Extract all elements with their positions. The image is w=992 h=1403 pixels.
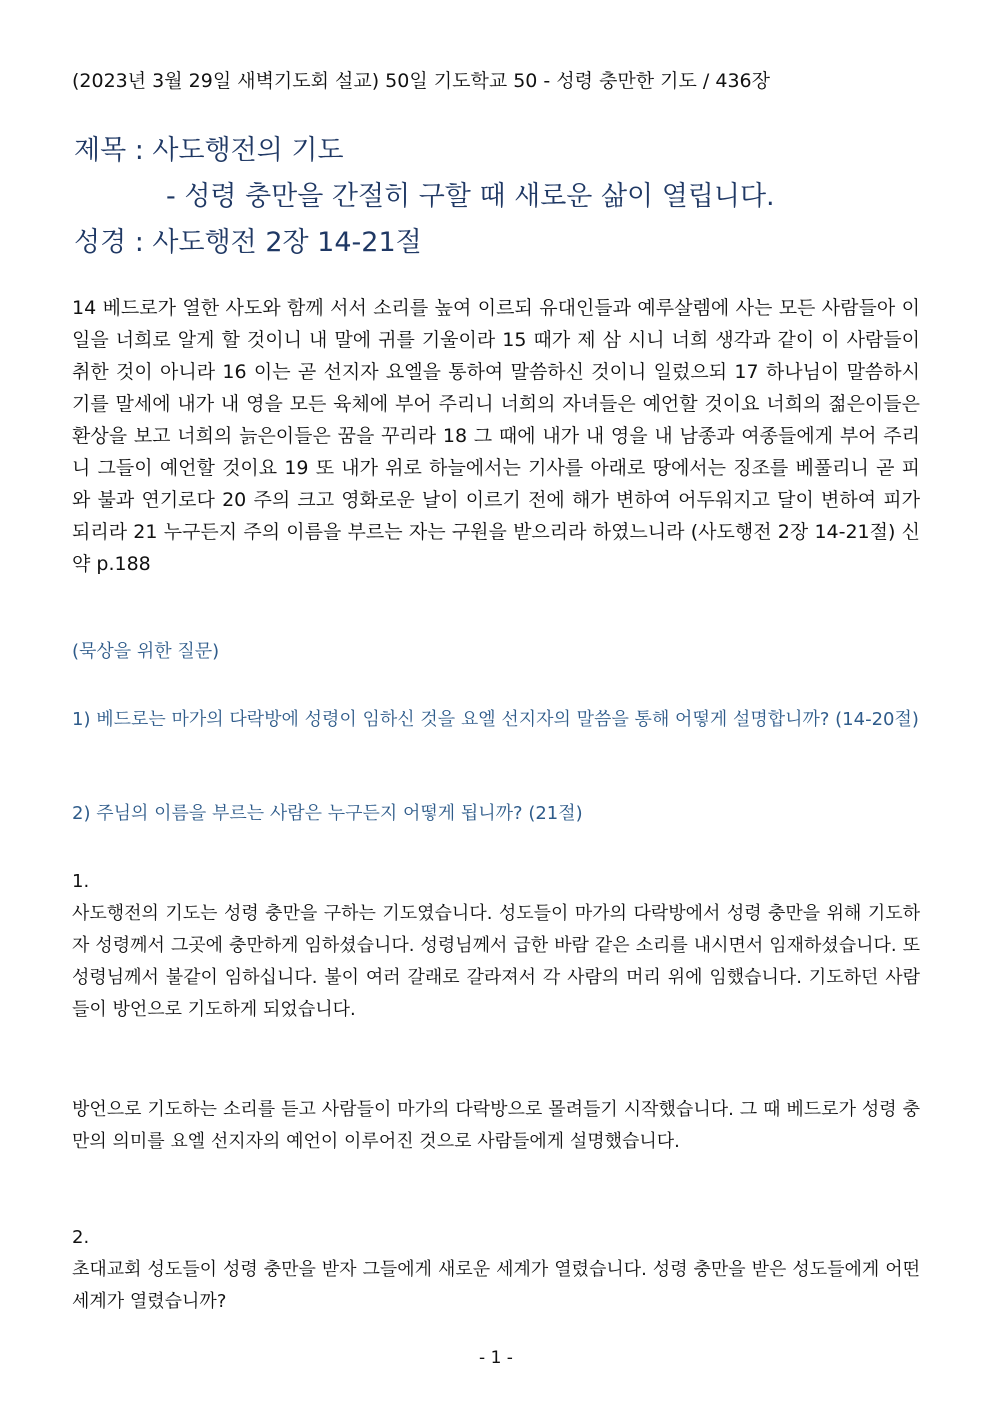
page-number: - 1 -: [479, 1348, 513, 1368]
section-1-number: 1.: [72, 871, 90, 892]
sermon-subtitle: - 성령 충만을 간절히 구할 때 새로운 삶이 열립니다.: [166, 181, 775, 212]
section-1-paragraph-2: 방언으로 기도하는 소리를 듣고 사람들이 마가의 다락방으로 몰려들기 시작했습니다. 그 때 베드로가 성령 충만의 의미를 요엘 선지자의 예언이 이루어진 것으로 사람들에게 설명했습니다.: [72, 1099, 920, 1152]
scripture-text: 14 베드로가 열한 사도와 함께 서서 소리를 높여 이르되 유대인들과 예루살렘에 사는 모든 사람들아 이 일을 너희로 알게 할 것이니 내 말에 귀를 기울이라 15 때가 제 삼 시니 너희 생각과 같이 이 사람들이 취한 것이 아니라 16 이는 곧 선지자 요엘을 통하여 말씀하신 것이니 일렀으되 17 하나님이 말씀하시기를 말세에 내가 내 영을 모든 육체에 부어 주리니 너희의 자녀들은 예언할 것이요 너희의 젊은이들은 환상을 보고 너희의 늙은이들은 꿈을 꾸리라 18 그 때에 내가 내 영을 내 남종과 여종들에게 부어 주리니 그들이 예언할 것이요 19 또 내가 위로 하늘에서는 기사를 아래로 땅에서는 징조를 베풀리니 곧 피와 불과 연기로다 20 주의 크고 영화로운 날이 이르기 전에 해가 변하여 어두워지고 달이 변하여 피가 되리라 21 누구든지 주의 이름을 부르는 자는 구원을 받으리라 하였느니라 (사도행전 2장 14-21절) 신약 p.188: [72, 297, 920, 575]
sermon-title: 제목 : 사도행전의 기도: [74, 135, 344, 166]
sermon-header: (2023년 3월 29일 새벽기도회 설교) 50일 기도학교 50 - 성령 충만한 기도 / 436장: [72, 70, 770, 92]
title-block: [74, 128, 775, 266]
section-2-number: 2.: [72, 1227, 90, 1248]
meditation-label: (묵상을 위한 질문): [72, 641, 220, 662]
meditation-question-2: 2) 주님의 이름을 부르는 사람은 누구든지 어떻게 됩니까? (21절): [72, 803, 583, 824]
meditation-question-1: 1) 베드로는 마가의 다락방에 성령이 임하신 것을 요엘 선지자의 말씀을 통해 어떻게 설명합니까? (14-20절): [72, 709, 919, 730]
scripture-reference: 성경 : 사도행전 2장 14-21절: [74, 227, 422, 258]
section-1-paragraph-1: 사도행전의 기도는 성령 충만을 구하는 기도였습니다. 성도들이 마가의 다락방에서 성령 충만을 위해 기도하자 성령께서 그곳에 충만하게 임하셨습니다. 성령님께서 급한 바람 같은 소리를 내시면서 임재하셨습니다. 또 성령님께서 불같이 임하십니다. 불이 여러 갈래로 갈라져서 각 사람의 머리 위에 임했습니다. 기도하던 사람들이 방언으로 기도하게 되었습니다.: [72, 903, 920, 1020]
section-2-paragraph-1: 초대교회 성도들이 성령 충만을 받자 그들에게 새로운 세계가 열렸습니다. 성령 충만을 받은 성도들에게 어떤 세계가 열렸습니까?: [72, 1259, 920, 1312]
